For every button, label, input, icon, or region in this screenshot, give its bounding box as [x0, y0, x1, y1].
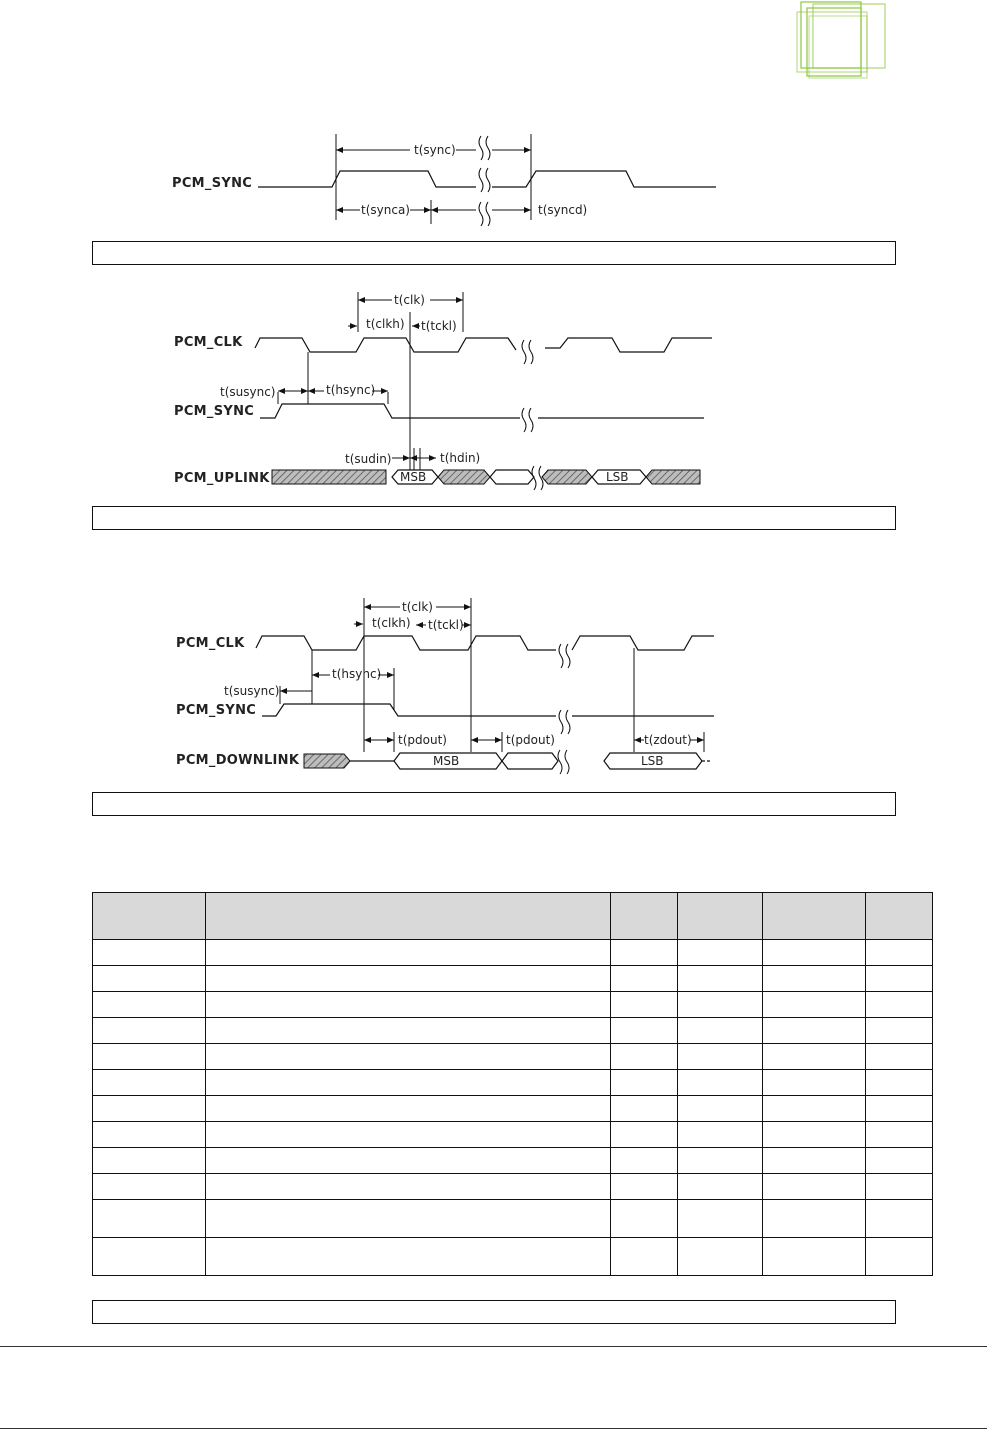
- header-cell: [611, 893, 678, 940]
- t-clk-label: t(clk): [402, 600, 433, 614]
- table-row: [93, 1238, 933, 1276]
- downlink-timing-diagram: [0, 590, 987, 780]
- footer-rule-bottom: [0, 1428, 987, 1429]
- table-row: [93, 966, 933, 992]
- t-syncd-label: t(syncd): [538, 203, 588, 217]
- table-row: [93, 1174, 933, 1200]
- sync-timing-diagram: [0, 120, 987, 230]
- logo: [795, 0, 895, 82]
- table-row: [93, 1148, 933, 1174]
- table-row: [93, 1044, 933, 1070]
- header-cell: [763, 893, 866, 940]
- t-clkh-label: t(clkh): [372, 616, 411, 630]
- sync-waveform: [258, 171, 476, 187]
- t-clkh-label: t(clkh): [366, 317, 405, 331]
- t-susync-label: t(susync): [220, 385, 276, 399]
- t-zdout-label: t(zdout): [644, 733, 692, 747]
- lsb-label: LSB: [606, 470, 629, 484]
- t-pdout-label-1: t(pdout): [398, 733, 447, 747]
- uplink-timing-diagram: [0, 285, 987, 495]
- pcm-uplink-label: PCM_UPLINK: [174, 471, 270, 486]
- table-row: [93, 1200, 933, 1238]
- header-cell: [866, 893, 933, 940]
- t-hsync-label: t(hsync): [326, 383, 376, 397]
- sync-waveform: [260, 404, 520, 418]
- table-row: [93, 992, 933, 1018]
- header-cell: [93, 893, 206, 940]
- msb-label: MSB: [433, 754, 460, 768]
- caption-box-1: [92, 241, 896, 265]
- table-row: [93, 1096, 933, 1122]
- table-row: [93, 1122, 933, 1148]
- pcm-sync-label: PCM_SYNC: [174, 404, 255, 419]
- caption-box-3: [92, 792, 896, 816]
- t-sync-label: t(sync): [414, 143, 456, 157]
- sync-waveform: [262, 704, 556, 716]
- t-hsync-label: t(hsync): [332, 667, 382, 681]
- t-tckl-label: t(tckl): [428, 618, 464, 632]
- caption-box-2: [92, 506, 896, 530]
- pcm-downlink-label: PCM_DOWNLINK: [176, 753, 300, 768]
- break-mark-icon: [479, 136, 490, 226]
- t-clk-label: t(clk): [394, 293, 425, 307]
- t-pdout-label-2: t(pdout): [506, 733, 555, 747]
- msb-label: MSB: [400, 470, 427, 484]
- nested-squares-logo-icon: [797, 2, 885, 78]
- clk-waveform: [256, 636, 556, 650]
- timing-spec-table: [92, 892, 933, 1276]
- t-sudin-label: t(sudin): [345, 452, 392, 466]
- table-row: [93, 1070, 933, 1096]
- pcm-sync-label: PCM_SYNC: [176, 703, 257, 718]
- pcm-clk-label: PCM_CLK: [174, 335, 243, 350]
- header-cell: [205, 893, 611, 940]
- pcm-clk-label: PCM_CLK: [176, 636, 245, 651]
- pcm-sync-label: PCM_SYNC: [172, 176, 253, 191]
- t-tckl-label: t(tckl): [421, 319, 457, 333]
- table-row: [93, 940, 933, 966]
- caption-box-4: [92, 1300, 896, 1324]
- table-header-row: [93, 893, 933, 940]
- lsb-label: LSB: [641, 754, 664, 768]
- t-susync-label: t(susync): [224, 684, 280, 698]
- clk-waveform: [255, 338, 516, 352]
- footer-rule-top: [0, 1346, 987, 1347]
- t-synca-label: t(synca): [361, 203, 410, 217]
- t-hdin-label: t(hdin): [440, 451, 481, 465]
- header-cell: [678, 893, 763, 940]
- table-row: [93, 1018, 933, 1044]
